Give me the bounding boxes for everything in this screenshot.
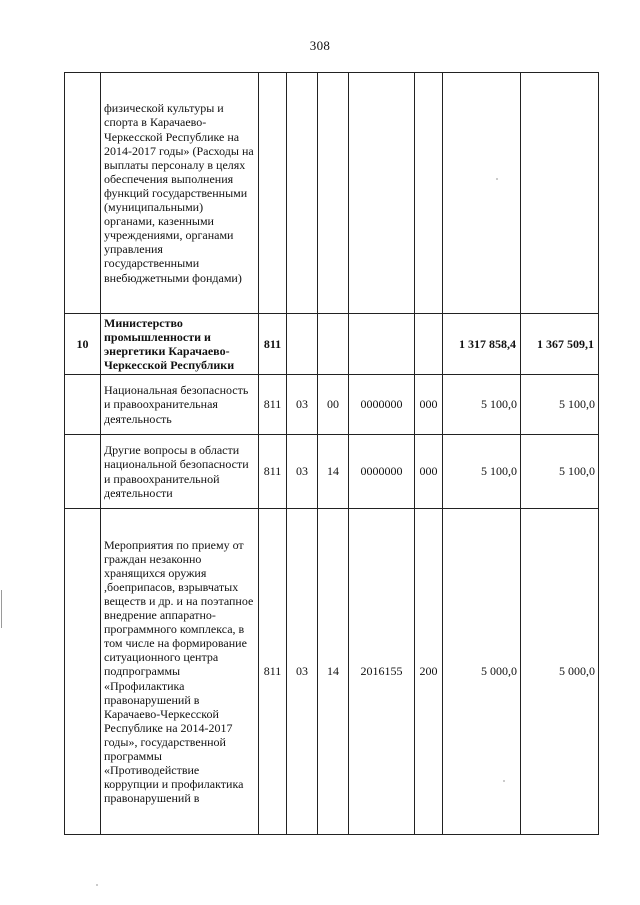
amount-2015: 1 317 858,4: [443, 314, 521, 375]
row-description: Министерство промышленности и энергетики Карачаево-Черкесской Республики: [101, 314, 259, 375]
scan-speck: [496, 178, 498, 180]
section-code: 03: [287, 375, 318, 435]
amount-2016: 1 367 509,1: [521, 314, 599, 375]
subsection-code: 14: [318, 435, 349, 509]
amount-2016: 5 100,0: [521, 375, 599, 435]
row-number: [65, 509, 101, 835]
subsection-code: [318, 73, 349, 314]
section-code: 03: [287, 509, 318, 835]
table-row: [65, 314, 599, 375]
ministry-code: 811: [259, 375, 287, 435]
expense-type-code: 000: [415, 375, 443, 435]
target-article-code: [349, 73, 415, 314]
subsection-code: 14: [318, 509, 349, 835]
row-number: [65, 375, 101, 435]
table-row: [65, 509, 599, 835]
section-code: [287, 73, 318, 314]
scan-speck: [96, 884, 98, 886]
amount-2016: 5 100,0: [521, 435, 599, 509]
row-description: физической культуры и спорта в Карачаево-Черкесской Республике на 2014-2017 годы» (Расходы на выплаты персоналу в целях обеспечения выполнения функций государственными (муниципальными) органами, казенными учреждениями, органами управления государственными внебюджетными фондами): [101, 73, 259, 314]
amount-2016: [521, 73, 599, 314]
row-description: Другие вопросы в области национальной безопасности и правоохранительной деятельности: [101, 435, 259, 509]
target-article-code: 2016155: [349, 509, 415, 835]
ministry-code: 811: [259, 435, 287, 509]
expense-type-code: [415, 73, 443, 314]
table-row: [65, 435, 599, 509]
expense-type-code: 000: [415, 435, 443, 509]
amount-2015: 5 000,0: [443, 509, 521, 835]
row-description: Национальная безопасность и правоохранительная деятельность: [101, 375, 259, 435]
budget-table: [64, 72, 599, 835]
target-article-code: 0000000: [349, 435, 415, 509]
scan-edge-line: [1, 590, 2, 628]
table-row: [65, 375, 599, 435]
row-number: 10: [65, 314, 101, 375]
target-article-code: [349, 314, 415, 375]
ministry-code: 811: [259, 314, 287, 375]
row-description: Мероприятия по приему от граждан незаконно хранящихся оружия ,боеприпасов, взрывчатых веществ и др. и на поэтапное внедрение аппаратно-программного комплекса, в том числе на формирование ситуационного центра подпрограммы «Профилактика правонарушений в Карачаево-Черкесской Республике на 2014-2017 годы», государственной программы «Противодействие коррупции и профилактика правонарушений в: [101, 509, 259, 835]
ministry-code: [259, 73, 287, 314]
ministry-code: 811: [259, 509, 287, 835]
page-number: 308: [309, 38, 331, 53]
target-article-code: 0000000: [349, 375, 415, 435]
amount-2015: 5 100,0: [443, 375, 521, 435]
expense-type-code: [415, 314, 443, 375]
subsection-code: [318, 314, 349, 375]
section-code: 03: [287, 435, 318, 509]
scan-speck: [503, 780, 505, 782]
amount-2015: 5 100,0: [443, 435, 521, 509]
amount-2016: 5 000,0: [521, 509, 599, 835]
section-code: [287, 314, 318, 375]
table-row: [65, 73, 599, 314]
row-number: [65, 73, 101, 314]
amount-2015: [443, 73, 521, 314]
subsection-code: 00: [318, 375, 349, 435]
expense-type-code: 200: [415, 509, 443, 835]
row-number: [65, 435, 101, 509]
